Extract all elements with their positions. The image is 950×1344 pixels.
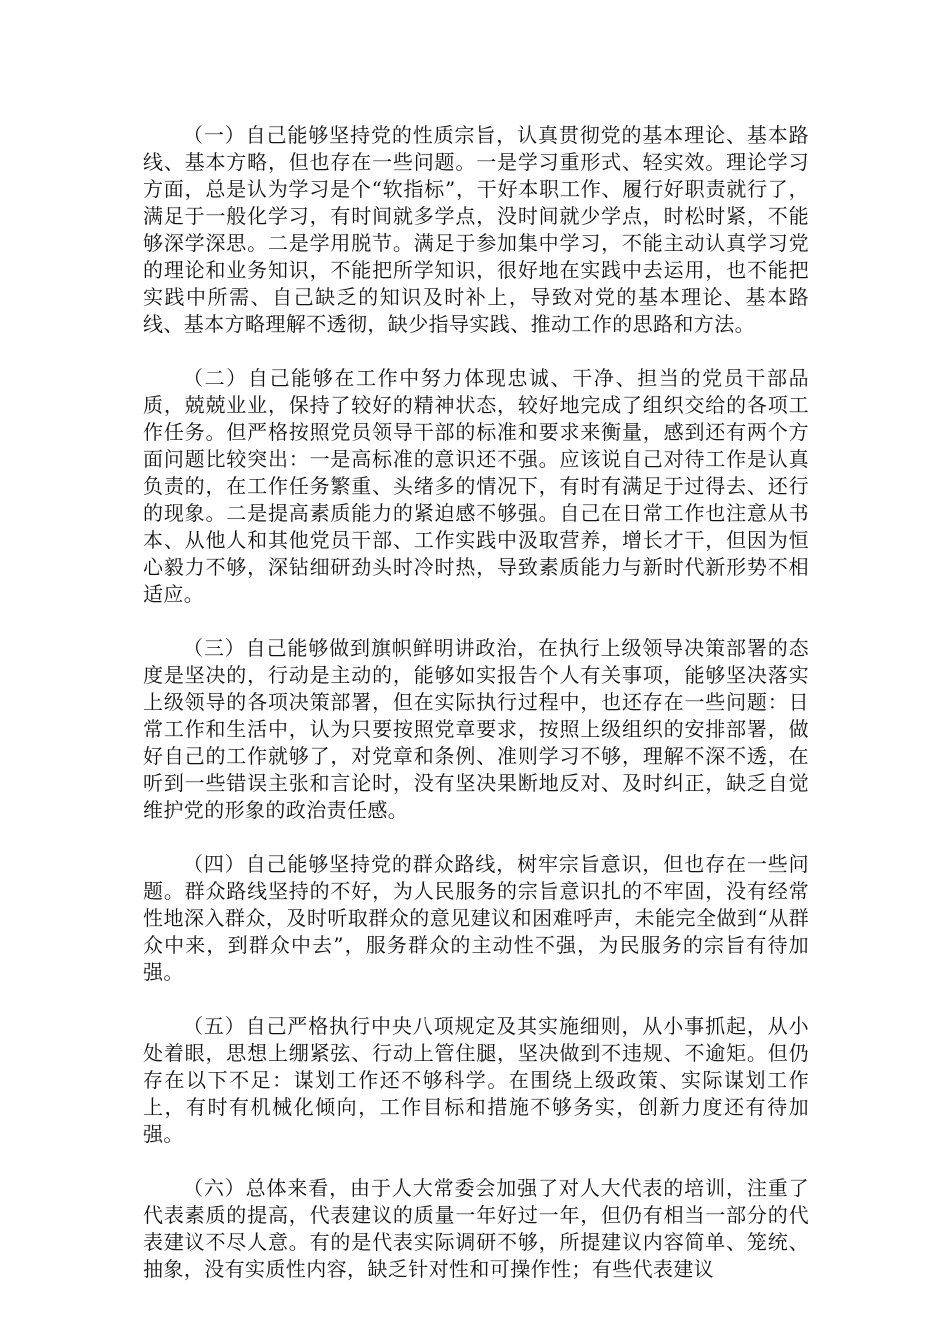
paragraph-4: （四）自己能够坚持党的群众路线，树牢宗旨意识，但也存在一些问题。群众路线坚持的不好，为人民服务的宗旨意识扎的不牢固，没有经常性地深入群众，及时听取群众的意见建议和困难呼声，未能完全做到“从群众中来，到群众中去”，服务群众的主动性不强，为民服务的宗旨有待加强。 bbox=[143, 852, 809, 984]
paragraph-6: （六）总体来看，由于人大常委会加强了对人大代表的培训，注重了代表素质的提高，代表建议的质量一年好过一年，但仍有相当一部分的代表建议不尽人意。有的是代表实际调研不够，所提建议内容简单、笼统、抽象，没有实质性内容，缺乏针对性和可操作性；有些代表建议 bbox=[143, 1176, 809, 1281]
paragraph-1: （一）自己能够坚持党的性质宗旨，认真贯彻党的基本理论、基本路线、基本方略，但也存在一些问题。一是学习重形式、轻实效。理论学习方面，总是认为学习是个“软指标”，干好本职工作、履行好职责就行了，满足于一般化学习，有时间就多学点，没时间就少学点，时松时紧，不能够深学深思。二是学用脱节。满足于参加集中学习，不能主动认真学习党的理论和业务知识，不能把所学知识，很好地在实践中去运用，也不能把实践中所需、自己缺乏的知识及时补上，导致对党的基本理论、基本路线、基本方略理解不透彻，缺少指导实践、推动工作的思路和方法。 bbox=[143, 123, 809, 336]
paragraph-3: （三）自己能够做到旗帜鲜明讲政治，在执行上级领导决策部署的态度是坚决的，行动是主动的，能够如实报告个人有关事项，能够坚决落实上级领导的各项决策部署，但在实际执行过程中，也还存在一些问题：日常工作和生活中，认为只要按照党章要求，按照上级组织的安排部署，做好自己的工作就够了，对党章和条例、准则学习不够，理解不深不透，在听到一些错误主张和言论时，没有坚决果断地反对、及时纠正，缺乏自觉维护党的形象的政治责任感。 bbox=[143, 636, 809, 822]
paragraph-5: （五）自己严格执行中央八项规定及其实施细则，从小事抓起，从小处着眼，思想上绷紧弦、行动上管住腿，坚决做到不违规、不逾矩。但仍存在以下不足：谋划工作还不够科学。在围绕上级政策、实际谋划工作上，有时有机械化倾向，工作目标和措施不够务实，创新力度还有待加强。 bbox=[143, 1014, 809, 1146]
paragraph-2: （二）自己能够在工作中努力体现忠诚、干净、担当的党员干部品质，兢兢业业，保持了较好的精神状态，较好地完成了组织交给的各项工作任务。但严格按照党员领导干部的标准和要求来衡量，感到还有两个方面问题比较突出：一是高标准的意识还不强。应该说自己对待工作是认真负责的，在工作任务繁重、头绪多的情况下，有时有满足于过得去、还行的现象。二是提高素质能力的紧迫感不够强。自己在日常工作也注意从书本、从他人和其他党员干部、工作实践中汲取营养，增长才干，但因为恒心毅力不够，深钻细研劲头时冷时热，导致素质能力与新时代新形势不相适应。 bbox=[143, 366, 809, 606]
document-body bbox=[143, 122, 809, 1310]
